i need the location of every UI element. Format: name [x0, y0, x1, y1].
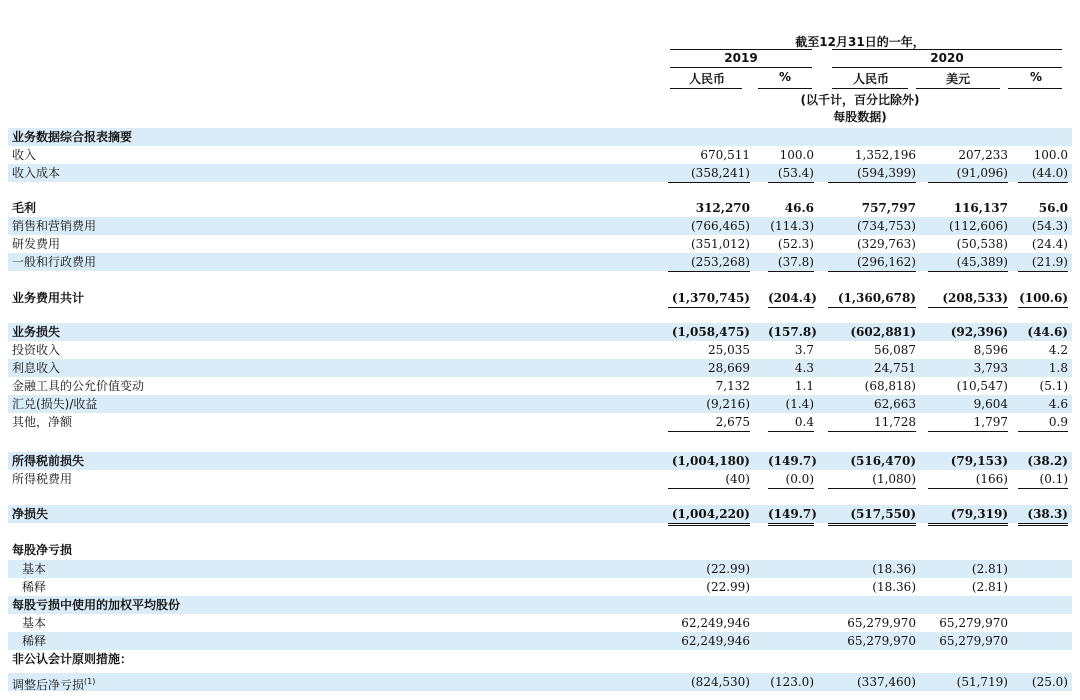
- cell-rmb-2019: (358,241): [668, 164, 750, 183]
- row-label: 毛利: [12, 201, 37, 215]
- row-label: 非公认会计原则措施：: [12, 652, 133, 666]
- col-rmb-2020-header: 人民币: [852, 72, 889, 86]
- cell-pct-2019: 0.4: [768, 413, 814, 432]
- row-label: 基本: [22, 616, 47, 630]
- row-label: 所得税费用: [12, 472, 73, 486]
- table-row-revenue: [8, 146, 1072, 164]
- cell-pct-2019: 1.1: [794, 379, 814, 393]
- cell-usd-2020: (208,533): [928, 289, 1008, 308]
- cell-rmb-2020: (68,818): [864, 379, 916, 393]
- cell-rmb-2019: (766,465): [691, 219, 750, 233]
- cell-usd-2020: (50,538): [956, 237, 1008, 251]
- cell-rmb-2019: (1,058,475): [671, 325, 750, 339]
- cell-rmb-2019: 670,511: [700, 148, 750, 162]
- col-rmb-2019-header: 人民币: [688, 72, 725, 86]
- row-label: 所得税前损失: [12, 454, 85, 468]
- cell-rmb-2019: 28,669: [708, 361, 750, 375]
- cell-rmb-2020: 24,751: [874, 361, 916, 375]
- table-row-adjusted-net-loss: [8, 673, 1072, 691]
- period-header: 截至12月31日的一年，: [795, 35, 925, 49]
- cell-pct-2020: (38.2): [1027, 454, 1068, 468]
- cell-rmb-2020: (1,360,678): [828, 289, 916, 308]
- cell-pct-2020: 56.0: [1038, 201, 1068, 215]
- col-header-rule-3: [832, 88, 908, 89]
- col-pct-2020-header: %: [1029, 70, 1043, 84]
- table-row-shares-basic: [8, 614, 1072, 632]
- cell-rmb-2020: (734,753): [857, 219, 916, 233]
- col-usd-2020-header: 美元: [945, 72, 970, 86]
- table-row-shares-diluted: [8, 632, 1072, 650]
- row-label: 投资收入: [12, 343, 61, 357]
- table-row-loss-per-share-heading: [8, 541, 1072, 559]
- cell-rmb-2019: (40): [668, 470, 750, 489]
- cell-pct-2019: (0.0): [768, 470, 814, 489]
- cell-rmb-2020: (18.36): [872, 562, 916, 576]
- col-header-rule-5: [1008, 88, 1062, 89]
- cell-pct-2020: (44.6): [1027, 325, 1068, 339]
- row-label: 一般和行政费用: [12, 255, 97, 269]
- cell-pct-2019: (149.7): [768, 505, 814, 526]
- cell-usd-2020: 65,279,970: [939, 634, 1008, 648]
- row-label-text: 调整后净亏损: [12, 678, 85, 692]
- col-header-rule-1: [670, 88, 742, 89]
- cell-pct-2020: (54.3): [1031, 219, 1068, 233]
- row-label: 稀释: [22, 580, 47, 594]
- table-row-net-loss: [8, 505, 1072, 523]
- year-2020-rule: [832, 49, 1062, 50]
- table-row-eps-basic: [8, 560, 1072, 578]
- cell-usd-2020: (10,547): [956, 379, 1008, 393]
- cell-pct-2019: (149.7): [768, 454, 817, 468]
- cell-pct-2019: (52.3): [777, 237, 814, 251]
- row-label: 基本: [22, 562, 47, 576]
- cell-usd-2020: (51,719): [956, 675, 1008, 689]
- cell-usd-2020: (2.81): [971, 580, 1008, 594]
- row-label: 收入: [12, 148, 37, 162]
- cell-pct-2020: (5.1): [1039, 379, 1068, 393]
- cell-rmb-2019: (351,012): [691, 237, 750, 251]
- cell-pct-2019: (37.8): [768, 253, 814, 272]
- cell-rmb-2019: 62,249,946: [681, 616, 750, 630]
- cell-rmb-2020: 56,087: [874, 343, 916, 357]
- cell-rmb-2019: (1,004,180): [671, 454, 750, 468]
- col-header-rule-4: [916, 88, 1000, 89]
- cell-pct-2019: 4.3: [794, 361, 814, 375]
- cell-rmb-2020: 65,279,970: [847, 616, 916, 630]
- table-row-eps-diluted: [8, 578, 1072, 596]
- cell-pct-2020: (38.3): [1018, 505, 1068, 526]
- cell-pct-2019: (114.3): [770, 219, 814, 233]
- cell-rmb-2020: 757,797: [861, 201, 916, 215]
- cell-pct-2020: (25.0): [1031, 675, 1068, 689]
- footnote-marker: (1): [84, 677, 96, 686]
- row-label: 汇兑(损失)/收益: [12, 397, 98, 411]
- row-label: 净损失: [12, 507, 49, 521]
- cell-usd-2020: (91,096): [928, 164, 1008, 183]
- cell-rmb-2020: (337,460): [857, 675, 916, 689]
- cell-usd-2020: 1,797: [928, 413, 1008, 432]
- year-2019-underline: [670, 67, 812, 68]
- cell-pct-2020: 100.0: [1033, 148, 1068, 162]
- col-header-rule-2: [758, 88, 812, 89]
- cell-pct-2020: 4.2: [1048, 343, 1068, 357]
- cell-rmb-2020: (516,470): [850, 454, 916, 468]
- cell-rmb-2020: 11,728: [828, 413, 916, 432]
- cell-pct-2019: (53.4): [768, 164, 814, 183]
- row-label: 利息收入: [12, 361, 61, 375]
- row-label: 业务数据综合报表摘要: [12, 130, 133, 144]
- cell-rmb-2019: 312,270: [695, 201, 750, 215]
- cell-rmb-2019: (22.99): [706, 580, 750, 594]
- cell-rmb-2019: (9,216): [706, 397, 750, 411]
- cell-pct-2019: (1.4): [785, 397, 814, 411]
- cell-rmb-2020: (329,763): [857, 237, 916, 251]
- year-2019-rule: [670, 49, 812, 50]
- cell-usd-2020: 207,233: [958, 148, 1008, 162]
- year-2019-header: 2019: [724, 51, 758, 65]
- row-label: [12, 673, 95, 691]
- cell-usd-2020: (2.81): [971, 562, 1008, 576]
- row-label: 收入成本: [12, 166, 61, 180]
- cell-usd-2020: 116,137: [953, 201, 1008, 215]
- table-row-rnd: [8, 235, 1072, 253]
- row-label: 业务损失: [12, 325, 61, 339]
- table-row-cost-of-revenue: [8, 164, 1072, 182]
- cell-pct-2020: 1.8: [1048, 361, 1068, 375]
- cell-rmb-2019: 62,249,946: [681, 634, 750, 648]
- table-row-g-and-a: [8, 253, 1072, 271]
- cell-rmb-2020: (602,881): [850, 325, 916, 339]
- cell-rmb-2019: (253,268): [668, 253, 750, 272]
- table-row-weighted-shares-heading: [8, 596, 1072, 614]
- cell-pct-2020: (0.1): [1018, 470, 1068, 489]
- year-2020-header: 2020: [930, 51, 964, 65]
- cell-rmb-2019: (824,530): [691, 675, 750, 689]
- cell-pct-2020: (44.0): [1018, 164, 1068, 183]
- table-row-gross-profit: [8, 199, 1072, 217]
- cell-usd-2020: (92,396): [950, 325, 1008, 339]
- row-label: 销售和营销费用: [12, 219, 97, 233]
- row-label: 每股亏损中使用的加权平均股份: [12, 598, 181, 612]
- cell-pct-2019: 46.6: [784, 201, 814, 215]
- cell-rmb-2019: (1,004,220): [668, 505, 750, 526]
- row-label: 每股净亏损: [12, 543, 73, 557]
- table-row-income-tax: [8, 470, 1072, 488]
- cell-usd-2020: 9,604: [973, 397, 1008, 411]
- table-row-operating-loss: [8, 323, 1072, 341]
- cell-usd-2020: (45,389): [928, 253, 1008, 272]
- cell-pct-2019: 3.7: [794, 343, 814, 357]
- cell-rmb-2020: (1,080): [828, 470, 916, 489]
- table-row-fair-value-change: [8, 377, 1072, 395]
- table-row-sales-marketing: [8, 217, 1072, 235]
- cell-pct-2019: 100.0: [779, 148, 814, 162]
- row-label: 金融工具的公允价值变动: [12, 379, 145, 393]
- row-label: 业务费用共计: [12, 291, 85, 305]
- cell-pct-2020: 4.6: [1048, 397, 1068, 411]
- units-note-line2: 每股数据): [833, 110, 887, 124]
- cell-pct-2020: 0.9: [1018, 413, 1068, 432]
- cell-rmb-2020: 65,279,970: [847, 634, 916, 648]
- cell-rmb-2020: 62,663: [874, 397, 916, 411]
- cell-usd-2020: (79,319): [928, 505, 1008, 526]
- cell-pct-2019: (157.8): [768, 325, 817, 339]
- table-row-non-gaap-heading: [8, 650, 1072, 668]
- cell-rmb-2019: 25,035: [708, 343, 750, 357]
- cell-rmb-2020: (296,162): [828, 253, 916, 272]
- table-row-fx-gain-loss: [8, 395, 1072, 413]
- cell-usd-2020: 65,279,970: [939, 616, 1008, 630]
- table-row-interest-income: [8, 359, 1072, 377]
- cell-pct-2020: (21.9): [1018, 253, 1068, 272]
- row-label: 稀释: [22, 634, 47, 648]
- units-note-line1: (以千计，百分比除外): [800, 93, 920, 107]
- cell-pct-2020: (100.6): [1018, 289, 1068, 308]
- row-label: 其他，净额: [12, 415, 73, 429]
- cell-pct-2019: (123.0): [770, 675, 814, 689]
- table-row-summary-heading: [8, 128, 1072, 146]
- cell-usd-2020: 8,596: [973, 343, 1008, 357]
- cell-rmb-2020: (18.36): [872, 580, 916, 594]
- cell-rmb-2020: 1,352,196: [854, 148, 916, 162]
- cell-rmb-2019: 7,132: [715, 379, 750, 393]
- cell-usd-2020: (79,153): [950, 454, 1008, 468]
- cell-pct-2020: (24.4): [1031, 237, 1068, 251]
- row-label: 研发费用: [12, 237, 61, 251]
- table-row-pretax-loss: [8, 452, 1072, 470]
- cell-rmb-2019: (22.99): [706, 562, 750, 576]
- cell-rmb-2019: (1,370,745): [668, 289, 750, 308]
- cell-usd-2020: (166): [928, 470, 1008, 489]
- cell-rmb-2020: (517,550): [828, 505, 916, 526]
- table-row-total-opex: [8, 289, 1072, 307]
- cell-pct-2019: (204.4): [768, 289, 814, 308]
- cell-rmb-2020: (594,399): [828, 164, 916, 183]
- table-row-investment-income: [8, 341, 1072, 359]
- year-2020-underline: [832, 67, 1062, 68]
- cell-usd-2020: (112,606): [949, 219, 1008, 233]
- cell-rmb-2019: 2,675: [668, 413, 750, 432]
- table-row-other-net: [8, 413, 1072, 431]
- cell-usd-2020: 3,793: [973, 361, 1008, 375]
- col-pct-2019-header: %: [778, 70, 792, 84]
